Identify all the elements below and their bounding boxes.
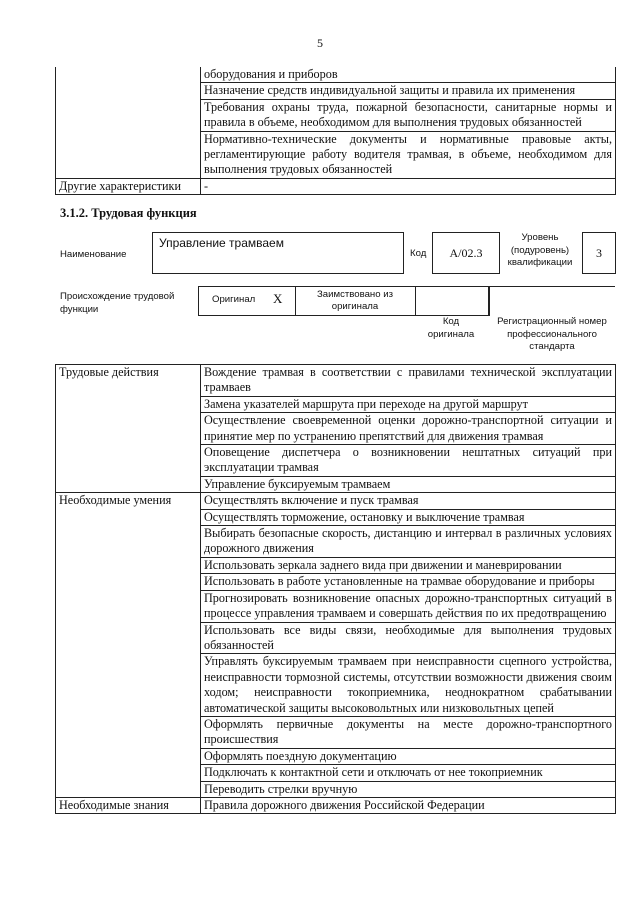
actions-label: Трудовые действия [56,365,201,493]
original-mark: X [273,291,283,306]
origin-divider [415,286,416,315]
action-item: Управление буксируемым трамваем [201,476,616,492]
skill-item: Использовать в работе установленные на трамвае оборудование и приборы [201,574,616,590]
skill-item: Использовать зеркала заднего вида при движении и маневрировании [201,557,616,573]
labor-function-table [55,364,616,814]
skill-item: Переводить стрелки вручную [201,781,616,797]
other-characteristics-label: Другие характеристики [56,178,201,194]
reg-number-caption: Регистрационный номер профессионального стандарта [497,316,607,352]
code-original-caption: Код оригинала [427,316,475,340]
name-label: Наименование [60,249,127,260]
knowledge-item: Требования охраны труда, пожарной безопасности, санитарные нормы и правила в объеме, необходимом для выполнения трудовых обязанностей [201,99,616,131]
skill-item: Использовать все виды связи, необходимые для выполнения трудовых обязанностей [201,622,616,654]
name-value: Управление трамваем [159,236,284,250]
action-item: Оповещение диспетчера о возникновении нештатных ситуаций при эксплуатации трамвая [201,445,616,477]
name-value-box [152,232,404,274]
skill-item: Оформлять поездную документацию [201,748,616,764]
original-label: Оригинал [212,294,256,305]
knowledge-item: Назначение средств индивидуальной защиты и правила их применения [201,83,616,99]
skill-item: Подключать к контактной сети и отключать от нее токоприемник [201,765,616,781]
other-characteristics-value: - [201,178,616,194]
skill-item: Осуществлять торможение, остановку и выключение трамвая [201,509,616,525]
skills-label: Необходимые умения [56,493,201,798]
level-label: Уровень (подуровень) квалификации [507,232,573,268]
borrowed-label: Заимствовано из оригинала [317,289,393,312]
action-item: Вождение трамвая в соответствии с правилами технической эксплуатации трамваев [201,365,616,397]
origin-label: Происхождение трудовой функции [60,291,175,315]
skill-item: Выбирать безопасные скорость, дистанцию и интервал в различных условиях дорожного движения [201,526,616,558]
origin-divider [295,286,296,315]
skill-item: Управлять буксируемым трамваем при неисправности сцепного устройства, неисправности тормозной системы, отсутствии возможности движения своим ходом; неисправности токоприемника, неоднократном срабатывании автоматической защиты высоковольтных или низковольтных цепей [201,654,616,717]
code-value: A/02.3 [432,232,500,274]
empty-label-cell [56,67,201,178]
level-value: 3 [582,232,616,274]
action-item: Осуществление своевременной оценки дорожно-транспортной ситуации и принятие мер по устранению препятствий для движения трамвая [201,413,616,445]
knowledge-item: Нормативно-технические документы и нормативные правовые акты, регламентирующие работу водителя трамвая, в объеме, необходимом для выполнения трудовых обязанностей [201,131,616,178]
code-label: Код [410,248,427,259]
action-item: Замена указателей маршрута при переходе на другой маршрут [201,396,616,412]
skill-item: Прогнозировать возникновение опасных дорожно-транспортных ситуаций в процессе управления трамваем и совершать действия по их предотвращению [201,590,616,622]
section-title: 3.1.2. Трудовая функция [60,206,197,220]
knowledge-item: оборудования и приборов [201,67,616,83]
page-number: 5 [317,36,323,50]
skill-item: Оформлять первичные документы на месте дорожно-транспортного происшествия [201,716,616,748]
knowledge-label: Необходимые знания [56,797,201,813]
skill-item: Осуществлять включение и пуск трамвая [201,493,616,509]
knowledge-continuation-table [55,67,616,195]
knowledge-item: Правила дорожного движения Российской Федерации [201,797,616,813]
reg-number-box [488,286,615,315]
